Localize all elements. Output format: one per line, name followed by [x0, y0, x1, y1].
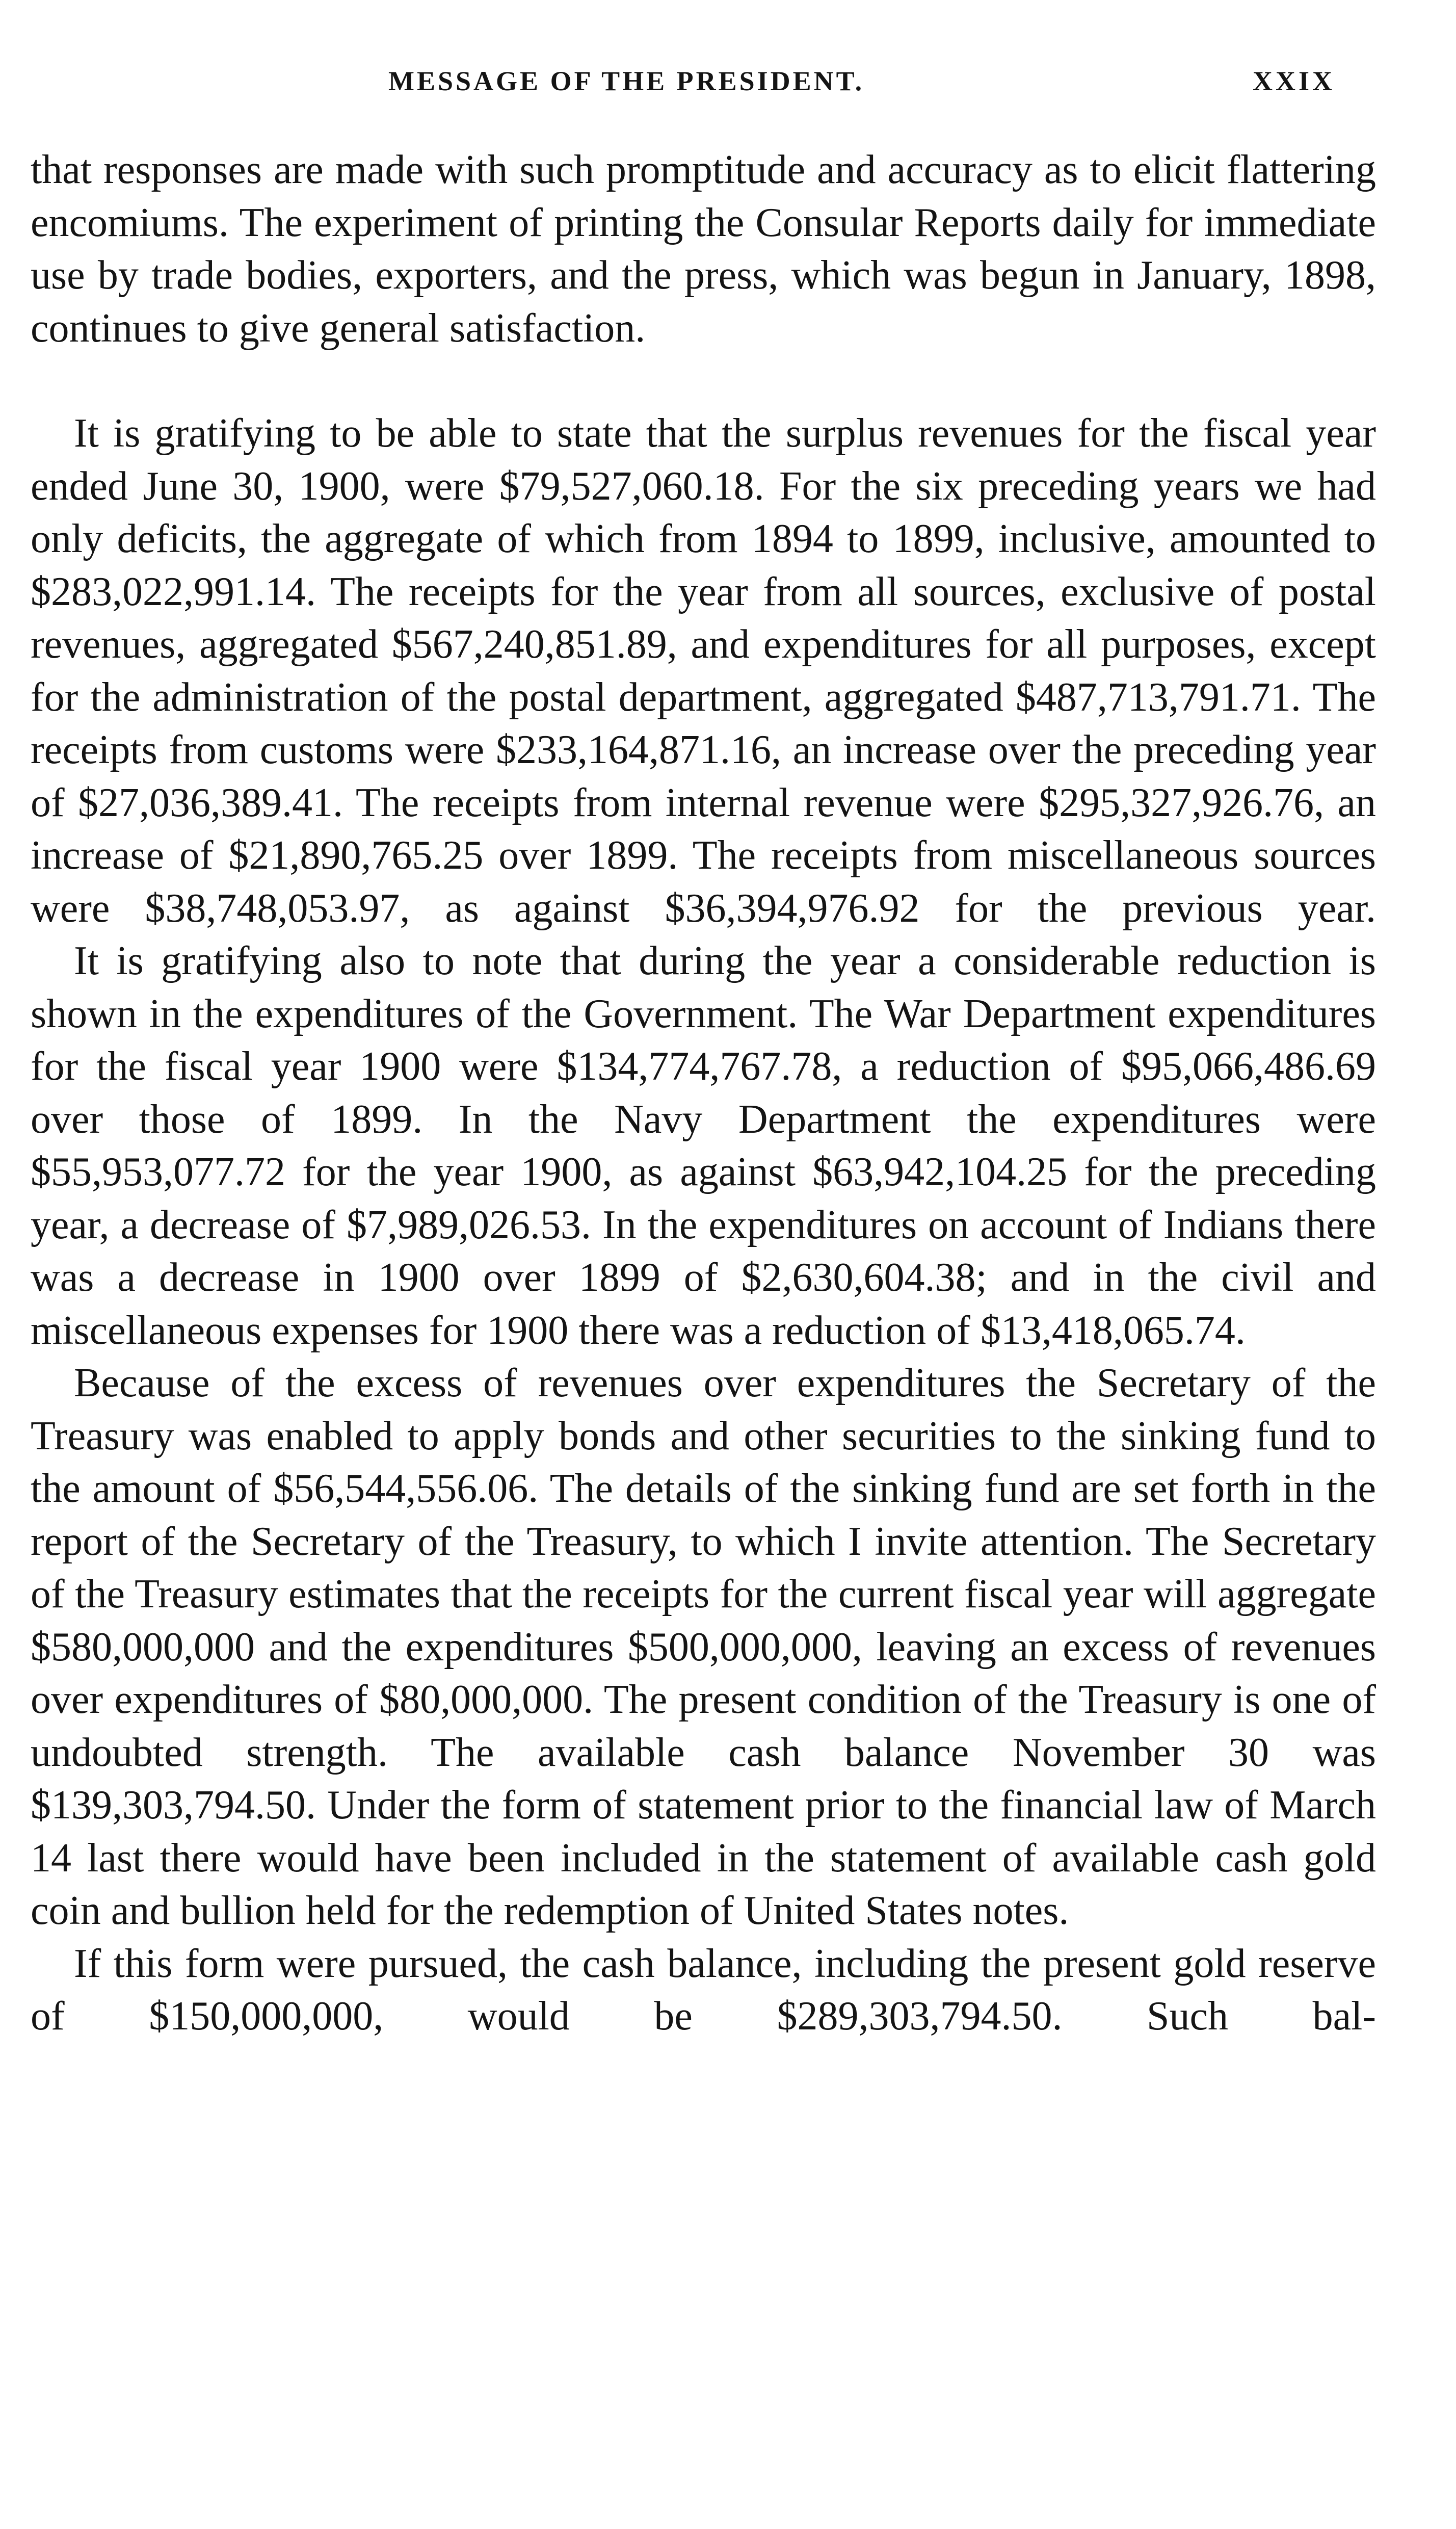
paragraph-gap [31, 355, 1376, 407]
paragraph-surplus-revenues: It is gratifying to be able to state that the surplus revenues for the fiscal year ended June 30, 1900, were $79,527,060.18. For the six preceding years we had only deficits, the aggregate of which from 1894 to 1899, inclusive, amounted to $283,022,991.14. The receipts for the year from all sources, exclusive of postal revenues, aggregated $567,240,851.89, and expenditures for all purposes, except for the administration of the postal department, aggregated $487,713,791.71. The receipts from customs were $233,164,871.16, an increase over the preceding year of $27,036,389.41. The receipts from internal revenue were $295,327,926.76, an increase of $21,890,765.25 over 1899. The receipts from miscellaneous sources were $38,748,053.97, as against $36,394,976.92 for the previous year. [31, 411, 1376, 931]
paragraph-consular-reports: that responses are made with such promptitude and accuracy as to elicit flattering encomiums. The experiment of printing the Consular Reports daily for immediate use by trade bodies, exporters, and the press, which was begun in January, 1898, continues to give general satisfaction. [31, 147, 1376, 351]
running-head [0, 65, 1456, 106]
running-title: MESSAGE OF THE PRESIDENT. [388, 66, 865, 96]
paragraph-sinking-fund: Because of the excess of revenues over expenditures the Secretary of the Treasury was enabled to apply bonds and other securities to the sinking fund to the amount of $56,544,556.06. The details of the sinking fund are set forth in the report of the Secretary of the Treasury, to which I invite attention. The Secretary of the Treasury estimates that the receipts for the current fiscal year will aggregate $580,000,000 and the expenditures $500,000,000, leaving an excess of revenues over expenditures of $80,000,000. The present condition of the Treasury is one of undoubted strength. The available cash balance November 30 was $139,303,794.50. Under the form of statement prior to the financial law of March 14 last there would have been included in the statement of available cash gold coin and bullion held for the redemption of United States notes. [31, 1361, 1376, 1933]
body-text [31, 144, 1376, 2043]
page-number: XXIX [1253, 66, 1336, 96]
paragraph-expenditure-reductions: It is gratifying also to note that during the year a considerable reduction is shown in the expenditures of the Government. The War Department expenditures for the fiscal year 1900 were $134,774,767.78, a reduction of $95,066,486.69 over those of 1899. In the Navy Department the expenditures were $55,953,077.72 for the year 1900, as against $63,942,104.25 for the preceding year, a decrease of $7,989,026.53. In the expenditures on account of Indians there was a decrease in 1900 over 1899 of $2,630,604.38; and in the civil and miscellaneous expenses for 1900 there was a reduction of $13,418,065.74. [31, 938, 1376, 1353]
paragraph-cash-balance: If this form were pursued, the cash balance, including the present gold reserve of $150,000,000, would be $289,303,794.50. Such bal- [31, 1941, 1376, 2039]
